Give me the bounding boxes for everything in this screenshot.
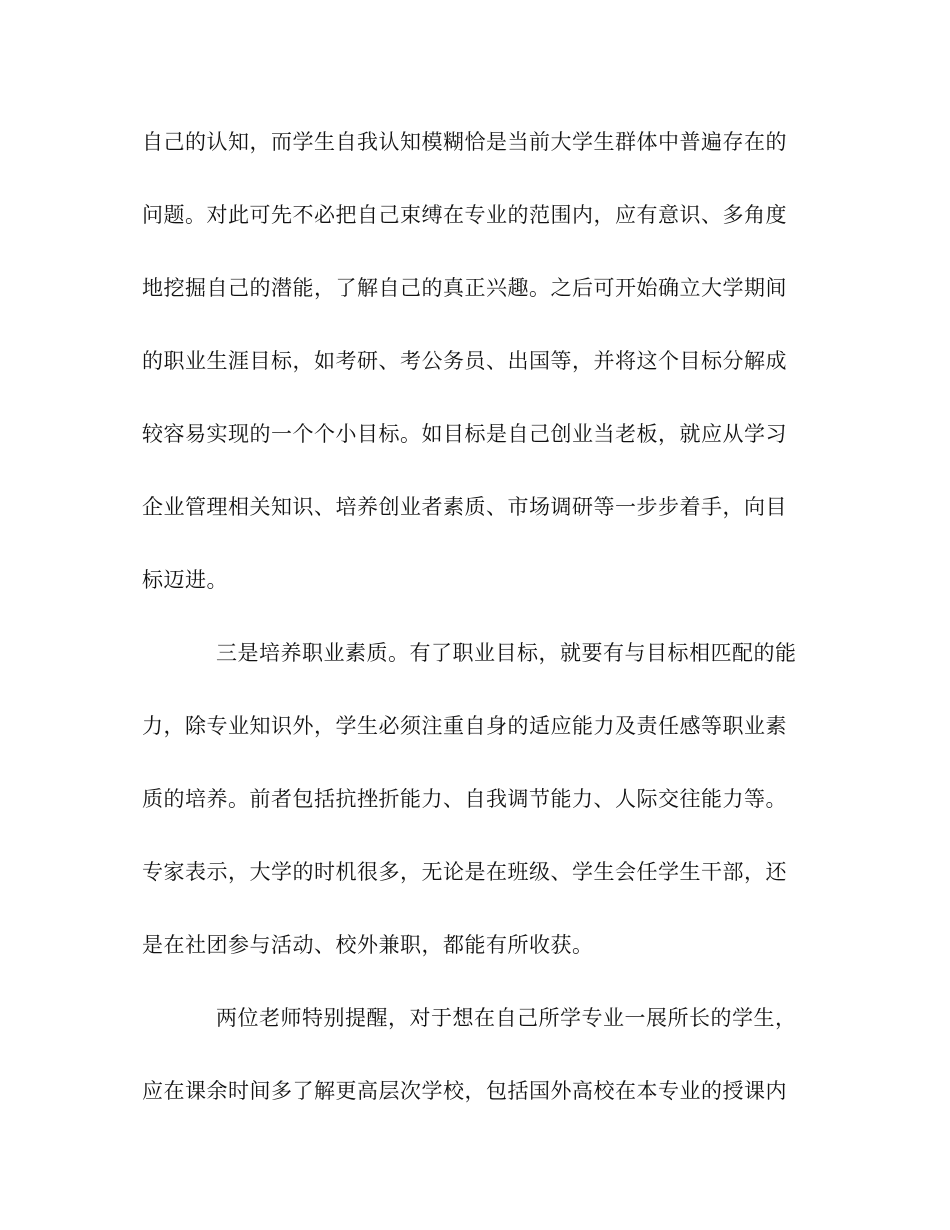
text-line-7: 标迈进。 [142,568,228,592]
text-line-3: 地挖掘自己的潜能，了解自己的真正兴趣。之后可开始确立大学期间 [142,276,787,300]
text-line-12: 是在社团参与活动、校外兼职，都能有所收获。 [142,933,594,957]
paragraph-start-line: 三是培养职业素质。有了职业目标，就要有与目标相匹配的能 [216,641,797,665]
text-line-1: 自己的认知，而学生自我认知模糊恰是当前大学生群体中普遍存在的 [142,130,787,154]
text-line-2: 问题。对此可先不必把自己束缚在专业的范围内，应有意识、多角度 [142,203,787,227]
text-line-4: 的职业生涯目标，如考研、考公务员、出国等，并将这个目标分解成 [142,349,787,373]
text-line-6: 企业管理相关知识、培养创业者素质、市场调研等一步步着手，向目 [142,495,787,519]
text-line-11: 专家表示，大学的时机很多，无论是在班级、学生会任学生干部，还 [142,860,787,884]
text-line-5: 较容易实现的一个个小目标。如目标是自己创业当老板，就应从学习 [142,422,787,446]
paragraph-start-line: 两位老师特别提醒，对于想在自己所学专业一展所长的学生， [216,1006,797,1030]
text-line-14: 应在课余时间多了解更高层次学校，包括国外高校在本专业的授课内 [142,1079,787,1103]
text-line-10: 质的培养。前者包括抗挫折能力、自我调节能力、人际交往能力等。 [142,787,787,811]
text-line-9: 力，除专业知识外，学生必须注重自身的适应能力及责任感等职业素 [142,714,787,738]
